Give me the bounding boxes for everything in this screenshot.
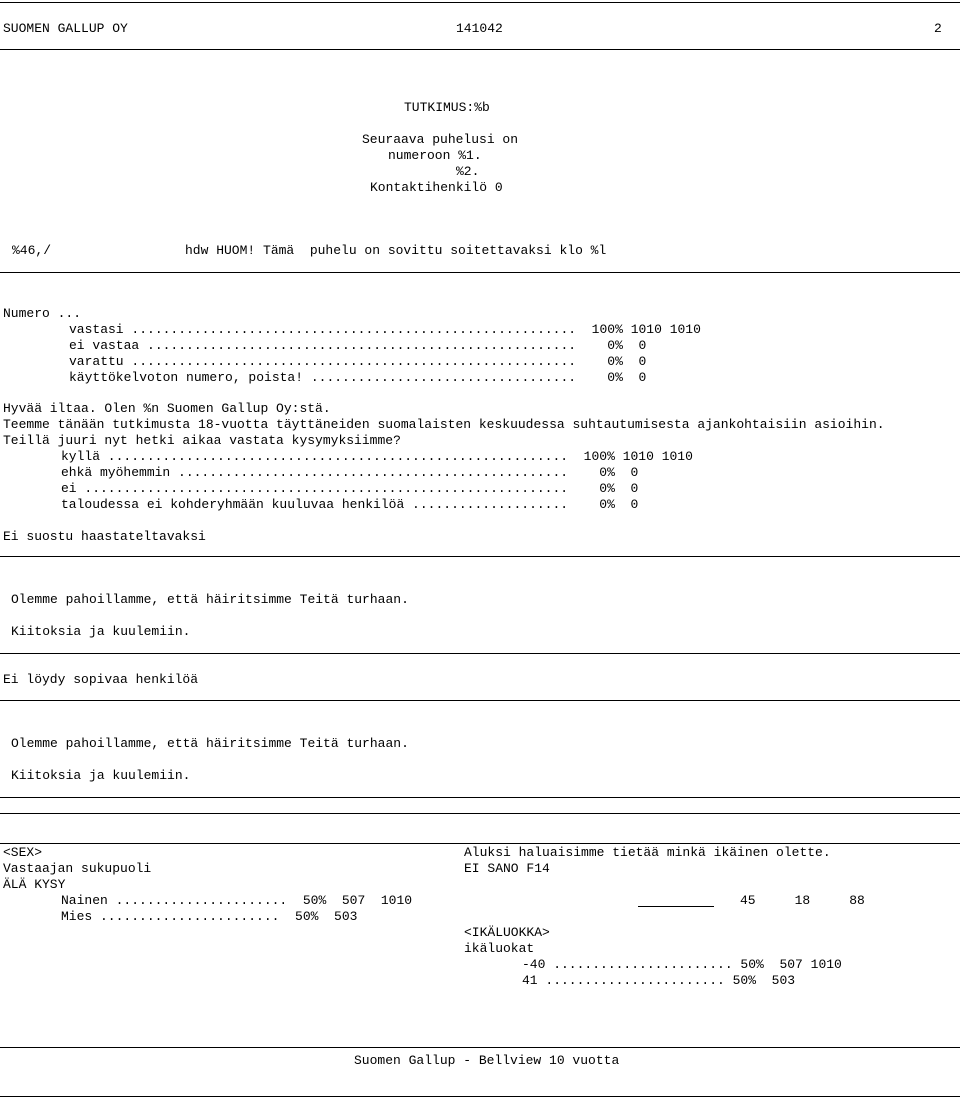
footer-rule — [0, 1047, 960, 1048]
sex-tag: <SEX> — [3, 845, 43, 860]
refused-end-rule — [0, 653, 960, 654]
refused-message-1: Olemme pahoillamme, että häiritsimme Teitä turhaan. — [11, 592, 409, 607]
blank-rule-2 — [0, 843, 960, 844]
consent-option-no[interactable]: ei .............................................................. 0% 0 — [61, 481, 639, 496]
next-call-line-3: %2. — [456, 164, 480, 179]
next-call-line-1: Seuraava puhelusi on — [362, 132, 519, 147]
number-option-no-answer[interactable]: ei vastaa ....................................................... 0% 0 — [69, 338, 647, 353]
age-question: Aluksi haluaisimme tietää minkä ikäinen olette. — [464, 845, 831, 860]
refused-rule — [0, 556, 960, 557]
sex-option-female[interactable]: Nainen ...................... 50% 507 1010 — [61, 893, 413, 908]
age-option-under-40[interactable]: -40 ....................... 50% 507 1010 — [522, 957, 842, 972]
no-person-rule — [0, 700, 960, 701]
header-rule — [0, 49, 960, 50]
no-person-message-2: Kiitoksia ja kuulemiin. — [11, 768, 191, 783]
no-person-title: Ei löydy sopivaa henkilöä — [3, 672, 199, 687]
appointment-code: %46,/ — [12, 243, 52, 258]
page-number: 2 — [934, 21, 942, 36]
age-note: EI SANO F14 — [464, 861, 550, 876]
greeting-line-3: Teillä juuri nyt hetki aikaa vastata kysymyksiimme? — [3, 433, 401, 448]
job-number: 141042 — [456, 21, 503, 36]
footer-text: Suomen Gallup - Bellview 10 vuotta — [354, 1053, 620, 1068]
age-class-title: ikäluokat — [464, 941, 535, 956]
sex-note: ÄLÄ KYSY — [3, 877, 66, 892]
greeting-line-2: Teemme tänään tutkimusta 18-vuotta täyttäneiden suomalaisten keskuudessa suhtautumisesta ajankohtaisiin asioihin. — [3, 417, 885, 432]
age-class-tag: <IKÄLUOKKA> — [464, 925, 550, 940]
age-stats: 45 18 88 — [740, 893, 865, 908]
age-input-line[interactable] — [638, 906, 714, 907]
appointment-text: hdw HUOM! Tämä puhelu on sovittu soitettavaksi klo %l — [185, 243, 607, 258]
top-rule — [0, 2, 960, 3]
sex-option-male[interactable]: Mies ....................... 50% 503 — [61, 909, 358, 924]
consent-option-not-target[interactable]: taloudessa ei kohderyhmään kuuluvaa henkilöä .................... 0% 0 — [61, 497, 639, 512]
greeting-line-1: Hyvää iltaa. Olen %n Suomen Gallup Oy:stä. — [3, 401, 331, 416]
number-option-invalid[interactable]: käyttökelvoton numero, poista! .................................. 0% 0 — [69, 370, 647, 385]
number-title: Numero ... — [3, 306, 82, 321]
sex-title: Vastaajan sukupuoli — [3, 861, 152, 876]
age-option-41-plus[interactable]: 41 ....................... 50% 503 — [522, 973, 796, 988]
contact-line: Kontaktihenkilö 0 — [370, 180, 503, 195]
refused-title: Ei suostu haastateltavaksi — [3, 529, 206, 544]
section-rule — [0, 272, 960, 273]
next-call-line-2: numeroon %1. — [388, 148, 482, 163]
refused-message-2: Kiitoksia ja kuulemiin. — [11, 624, 191, 639]
consent-option-yes[interactable]: kyllä ........................................................... 100% 1010 1010 — [61, 449, 693, 464]
company-name: SUOMEN GALLUP OY — [3, 21, 128, 36]
no-person-end-rule — [0, 797, 960, 798]
no-person-message-1: Olemme pahoillamme, että häiritsimme Teitä turhaan. — [11, 736, 409, 751]
consent-option-later[interactable]: ehkä myöhemmin .................................................. 0% 0 — [61, 465, 639, 480]
study-line: TUTKIMUS:%b — [404, 100, 490, 115]
blank-rule-1 — [0, 813, 960, 814]
number-option-answered[interactable]: vastasi ......................................................... 100% 1010 1010 — [69, 322, 701, 337]
number-option-busy[interactable]: varattu ......................................................... 0% 0 — [69, 354, 647, 369]
bottom-rule — [0, 1096, 960, 1097]
